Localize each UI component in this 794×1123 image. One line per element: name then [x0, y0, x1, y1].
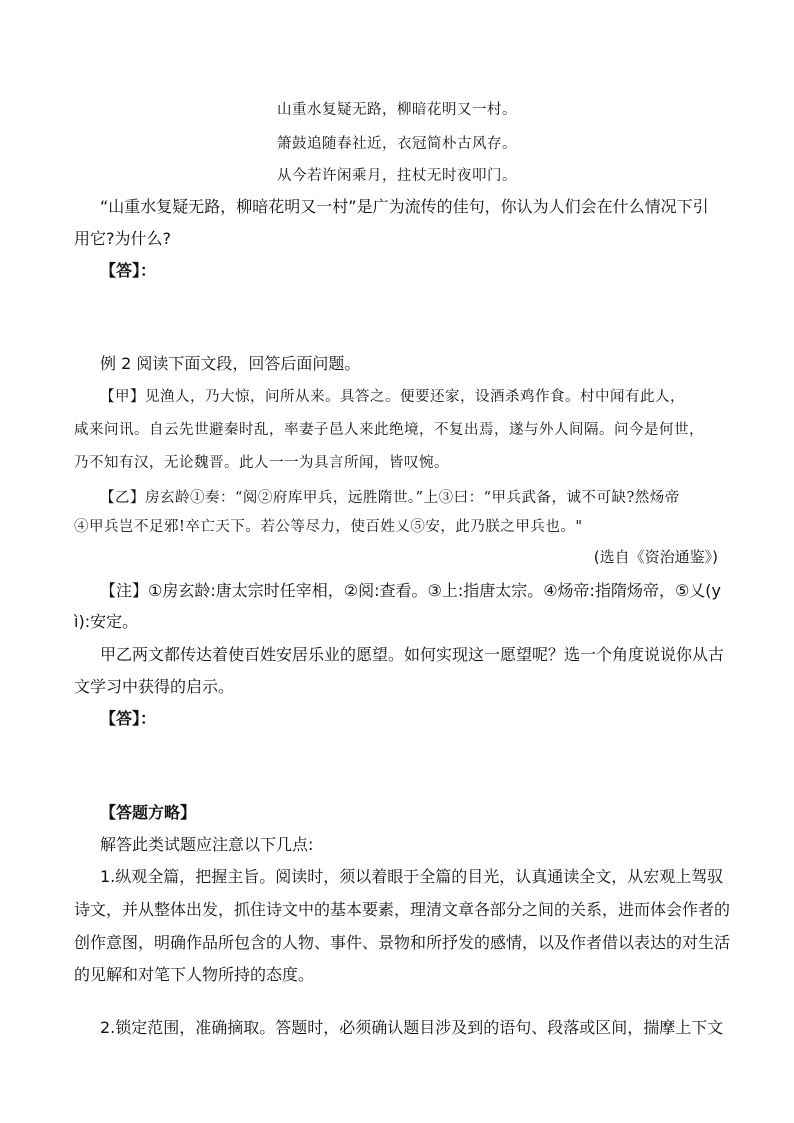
poem-line-3: 从今若许闲乘月，拄杖无时夜叩门。: [277, 168, 517, 184]
note-line-2: ì):安定。: [74, 612, 139, 631]
answer-label-2: 【答】：: [100, 709, 157, 728]
passage-jia-line-1: 【甲】见渔人，乃大惊，问所从来。具答之。便要还家，设酒杀鸡作食。村中闻有此人，: [100, 389, 685, 405]
question-1-line-1: “山重水复疑无路，柳暗花明又一村”是广为流传的佳句，你认为人们会在什么情况下引: [100, 197, 709, 216]
answer-label-1: 【答】：: [100, 261, 157, 280]
poem-line-1: 山重水复疑无路，柳暗花明又一村。: [277, 102, 517, 118]
passage-jia-line-3: 乃不知有汉，无论魏晋。此人一一为具言所闻，皆叹惋。: [74, 455, 449, 471]
strategy-p1-line-2: 诗文，并从整体出发，抓住诗文中的基本要素，理清文章各部分之间的关系，进而体会作者的: [74, 900, 731, 919]
strategy-intro: 解答此类试题应注意以下几点:: [100, 835, 314, 854]
question-1-line-2: 用它?为什么?: [74, 229, 171, 248]
passage-source: (选自《资治通鉴》): [593, 548, 718, 566]
strategy-p1-line-4: 的见解和对笔下人物所持的态度。: [74, 965, 315, 984]
note-line-1: 【注】①房玄龄:唐太宗时任宰相，②阅:查看。③上:指唐太宗。④炀帝:指隋炀帝，⑤乂(y: [100, 581, 721, 600]
strategy-p1-line-3: 创作意图，明确作品所包含的人物、事件、景物和所抒发的感情，以及作者借以表达的对生活: [74, 933, 731, 952]
strategy-title: 【答题方略】: [100, 803, 197, 822]
example-2-title: 例 2 阅读下面文段，回答后面问题。: [100, 354, 361, 373]
passage-yi-line-1: 【乙】房玄龄①奏：“阅②府库甲兵，远胜隋世。”上③曰：“甲兵武备，诚不可缺?然炀帝: [100, 490, 680, 506]
poem-line-2: 箫鼓追随春社近，衣冠简朴古风存。: [277, 136, 517, 152]
question-2-line-1: 甲乙两文都传达着使百姓安居乐业的愿望。如何实现这一愿望呢？选一个角度说说你从古: [100, 645, 725, 664]
strategy-p1-line-1: 1.纵观全篇，把握主旨。阅读时，须以着眼于全篇的目光，认真通读全文，从宏观上驾驭: [100, 867, 724, 886]
passage-yi-line-2: ④甲兵岂不足邪!卒亡天下。若公等尽力，使百姓乂⑤安，此乃朕之甲兵也。": [74, 519, 583, 535]
question-2-line-2: 文学习中获得的启示。: [74, 677, 235, 696]
strategy-p2-line-1: 2.锁定范围，准确摘取。答题时，必须确认题目涉及到的语句、段落或区间，揣摩上下文: [100, 1018, 724, 1037]
passage-jia-line-2: 咸来问讯。自云先世避秦时乱，率妻子邑人来此绝境，不复出焉，遂与外人间隔。问今是何世，: [74, 422, 704, 438]
